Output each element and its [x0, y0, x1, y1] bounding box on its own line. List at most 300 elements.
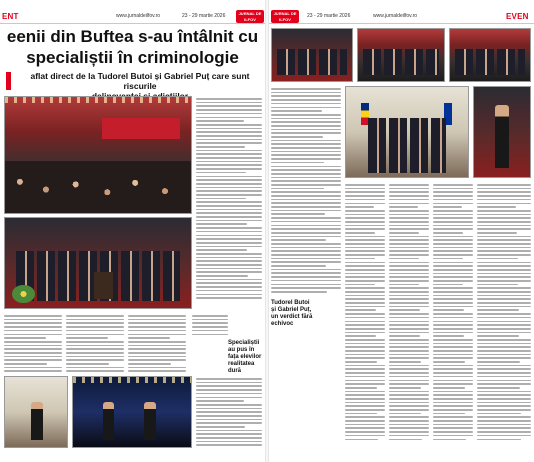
body-text-line — [345, 402, 385, 404]
right-crosshead-line-2: și Gabriel Puț, — [271, 307, 312, 313]
body-text-line — [433, 409, 473, 411]
body-text-line — [433, 206, 462, 208]
body-text-line — [477, 228, 531, 230]
body-text-line — [66, 319, 124, 321]
body-text-line — [345, 262, 385, 264]
body-text-line — [196, 408, 262, 410]
body-text-line — [433, 339, 473, 341]
body-text-line — [345, 387, 377, 389]
body-text-line — [4, 370, 62, 372]
body-text-line — [433, 265, 473, 267]
body-text-line — [196, 187, 262, 189]
body-text-line — [389, 350, 429, 352]
body-text-line — [345, 287, 385, 289]
body-text-line — [389, 247, 429, 249]
right-article-column-3 — [389, 182, 429, 448]
body-text-line — [345, 343, 385, 345]
right-crosshead-line-4: echivoc — [271, 321, 294, 327]
body-text-line — [345, 280, 385, 282]
body-text-line — [389, 431, 429, 433]
body-text-line — [128, 345, 186, 347]
body-text-line — [433, 416, 473, 418]
body-text-line — [389, 402, 429, 404]
body-text-line — [345, 365, 385, 367]
body-text-line — [433, 276, 473, 278]
body-text-line — [389, 439, 422, 441]
body-text-line — [389, 199, 429, 201]
body-text-line — [192, 322, 228, 324]
body-text-line — [389, 394, 429, 396]
body-text-line — [271, 129, 341, 131]
body-text-line — [433, 335, 464, 337]
body-text-line — [271, 121, 341, 123]
right-section-tag: EVEN — [506, 12, 529, 21]
body-text-line — [389, 372, 429, 374]
body-text-line — [433, 232, 463, 234]
body-text-line — [196, 393, 262, 395]
body-text-line — [271, 239, 326, 241]
body-text-line — [271, 221, 341, 223]
body-text-line — [196, 135, 262, 137]
body-text-line — [477, 435, 531, 437]
body-text-line — [433, 368, 473, 370]
body-text-line — [128, 367, 186, 369]
left-crosshead: Specialiștii au pus în fața elevilor realitatea dură — [228, 340, 262, 374]
body-text-line — [196, 194, 262, 196]
body-text-line — [433, 295, 473, 297]
body-text-line — [345, 309, 376, 311]
body-text-line — [477, 203, 531, 205]
body-text-line — [389, 380, 429, 382]
body-text-line — [433, 439, 466, 441]
body-text-line — [389, 273, 429, 275]
body-text-line — [477, 265, 531, 267]
body-text-line — [345, 439, 378, 441]
body-text-line — [196, 415, 262, 417]
body-text-line — [196, 190, 262, 192]
body-text-line — [196, 404, 262, 406]
body-text-line — [477, 191, 531, 193]
body-text-line — [477, 416, 531, 418]
body-text-line — [196, 242, 262, 244]
body-text-line — [433, 298, 473, 300]
body-text-line — [477, 427, 531, 429]
body-text-line — [433, 225, 473, 227]
body-text-line — [389, 321, 429, 323]
body-text-line — [345, 232, 375, 234]
body-text-line — [271, 206, 341, 208]
body-text-line — [66, 345, 124, 347]
body-text-line — [345, 284, 375, 286]
body-text-line — [345, 380, 385, 382]
body-text-line — [477, 225, 531, 227]
body-text-line — [271, 191, 341, 193]
body-text-line — [433, 273, 473, 275]
body-text-line — [345, 298, 385, 300]
body-text-line — [477, 206, 516, 208]
body-text-line — [271, 92, 341, 94]
body-text-line — [477, 291, 531, 293]
body-text-line — [192, 334, 228, 336]
body-text-line — [345, 228, 385, 230]
body-text-line — [477, 387, 520, 389]
body-text-line — [196, 397, 262, 399]
body-text-line — [345, 184, 385, 186]
body-text-line — [477, 398, 531, 400]
right-crosshead-line-1: Tudorel Butoi — [271, 300, 310, 306]
body-text-line — [477, 346, 531, 348]
body-text-line — [477, 287, 531, 289]
body-text-line — [271, 195, 341, 197]
body-text-line — [345, 247, 385, 249]
body-text-line — [128, 356, 186, 358]
body-text-line — [4, 337, 46, 339]
body-text-line — [196, 142, 262, 144]
body-text-line — [345, 317, 385, 319]
body-text-line — [389, 424, 429, 426]
body-text-line — [477, 250, 531, 252]
body-text-line — [477, 361, 520, 363]
body-text-line — [345, 368, 385, 370]
body-text-line — [433, 361, 465, 363]
body-text-line — [196, 220, 262, 222]
body-text-line — [271, 162, 324, 164]
body-text-line — [477, 405, 531, 407]
body-text-line — [271, 258, 341, 260]
body-text-line — [433, 239, 473, 241]
body-text-line — [433, 203, 473, 205]
body-text-line — [4, 315, 62, 317]
body-text-line — [389, 284, 419, 286]
body-text-line — [128, 363, 171, 365]
body-text-line — [477, 269, 531, 271]
body-text-line — [271, 243, 341, 245]
body-text-line — [345, 383, 385, 385]
body-text-line — [271, 169, 341, 171]
body-text-line — [66, 370, 124, 372]
body-text-line — [389, 324, 429, 326]
body-text-line — [196, 231, 262, 233]
body-text-line — [271, 261, 341, 263]
right-article-column-4 — [433, 182, 473, 448]
body-text-line — [345, 416, 385, 418]
body-text-line — [345, 254, 385, 256]
body-text-line — [477, 372, 531, 374]
body-text-line — [477, 306, 531, 308]
body-text-line — [196, 153, 262, 155]
body-text-line — [196, 444, 262, 446]
body-text-line — [196, 385, 262, 387]
body-text-line — [4, 367, 62, 369]
body-text-line — [389, 203, 429, 205]
body-text-line — [196, 249, 247, 251]
body-text-line — [128, 330, 186, 332]
body-text-line — [196, 260, 262, 262]
body-text-line — [345, 276, 385, 278]
body-text-line — [196, 382, 262, 384]
body-text-line — [271, 95, 341, 97]
body-text-line — [345, 291, 385, 293]
body-text-line — [389, 328, 429, 330]
body-text-line — [196, 441, 262, 443]
body-text-line — [433, 191, 473, 193]
body-text-line — [389, 332, 429, 334]
body-text-line — [389, 269, 429, 271]
body-text-line — [389, 391, 429, 393]
body-text-line — [271, 188, 324, 190]
body-text-line — [196, 223, 247, 225]
body-text-line — [477, 328, 531, 330]
body-text-line — [433, 262, 473, 264]
left-page — [0, 0, 265, 462]
body-text-line — [196, 212, 262, 214]
body-text-line — [345, 302, 385, 304]
body-text-line — [389, 361, 421, 363]
body-text-line — [389, 191, 429, 193]
body-text-line — [196, 201, 262, 203]
body-text-line — [4, 359, 62, 361]
body-text-line — [128, 337, 170, 339]
body-text-line — [196, 109, 262, 111]
body-text-line — [196, 290, 262, 292]
body-text-line — [345, 324, 385, 326]
body-text-line — [433, 250, 473, 252]
body-text-line — [196, 286, 262, 288]
body-text-line — [345, 339, 385, 341]
body-text-line — [389, 243, 429, 245]
body-text-line — [4, 363, 47, 365]
body-text-line — [66, 363, 109, 365]
body-text-line — [389, 339, 429, 341]
body-text-line — [477, 184, 531, 186]
body-text-line — [4, 356, 62, 358]
body-text-line — [433, 346, 473, 348]
body-text-line — [4, 345, 62, 347]
body-text-line — [345, 376, 385, 378]
body-text-line — [128, 315, 186, 317]
body-text-line — [271, 213, 325, 215]
body-text-line — [196, 275, 248, 277]
body-text-line — [345, 210, 385, 212]
body-text-line — [477, 295, 531, 297]
body-text-line — [433, 188, 473, 190]
body-text-line — [477, 247, 531, 249]
body-text-line — [389, 250, 429, 252]
body-text-line — [389, 280, 429, 282]
body-text-line — [66, 341, 124, 343]
body-text-line — [477, 365, 531, 367]
body-text-line — [477, 335, 519, 337]
auditorium-photo — [4, 96, 192, 214]
body-text-line — [477, 321, 531, 323]
body-text-line — [389, 420, 429, 422]
body-text-line — [192, 326, 228, 328]
body-text-line — [433, 328, 473, 330]
body-text-line — [196, 279, 262, 281]
body-text-line — [271, 202, 341, 204]
body-text-line — [389, 302, 429, 304]
body-text-line — [66, 348, 124, 350]
right-logo: JURNAL DE ILFOV — [271, 10, 299, 23]
body-text-line — [389, 354, 429, 356]
left-section-tag: ENT — [2, 12, 19, 21]
body-text-line — [196, 426, 245, 428]
body-text-line — [477, 317, 531, 319]
body-text-line — [196, 113, 262, 115]
body-text-line — [271, 147, 341, 149]
body-text-line — [196, 238, 262, 240]
body-text-line — [433, 302, 473, 304]
body-text-line — [433, 424, 473, 426]
body-text-line — [477, 424, 531, 426]
body-text-line — [433, 199, 473, 201]
body-text-line — [345, 188, 385, 190]
body-text-line — [66, 315, 124, 317]
body-text-line — [477, 221, 531, 223]
body-text-line — [477, 214, 531, 216]
body-text-line — [271, 151, 341, 153]
body-text-line — [345, 391, 385, 393]
body-text-line — [433, 236, 473, 238]
body-text-line — [345, 398, 385, 400]
body-text-line — [433, 383, 473, 385]
body-text-line — [66, 359, 124, 361]
body-text-line — [477, 354, 531, 356]
body-text-line — [433, 210, 473, 212]
right-article-column-5 — [477, 182, 531, 448]
concert-photo — [72, 376, 192, 448]
body-text-line — [271, 250, 341, 252]
body-text-line — [196, 271, 262, 273]
body-text-line — [196, 164, 262, 166]
body-text-line — [389, 313, 429, 315]
body-text-line — [433, 420, 473, 422]
body-text-line — [4, 334, 62, 336]
body-text-line — [271, 265, 326, 267]
body-text-line — [271, 269, 341, 271]
body-text-line — [477, 280, 531, 282]
body-text-line — [345, 236, 385, 238]
body-text-line — [477, 357, 531, 359]
body-text-line — [477, 273, 531, 275]
body-text-line — [389, 295, 429, 297]
body-text-line — [66, 337, 108, 339]
body-text-line — [271, 180, 341, 182]
body-text-line — [433, 287, 473, 289]
body-text-line — [477, 243, 531, 245]
body-text-line — [389, 265, 429, 267]
body-text-line — [196, 102, 262, 104]
body-text-line — [477, 262, 531, 264]
body-text-line — [477, 298, 531, 300]
body-text-line — [271, 254, 341, 256]
body-text-line — [433, 354, 473, 356]
right-page — [269, 0, 534, 462]
body-text-line — [271, 166, 341, 168]
body-text-line — [271, 154, 341, 156]
body-text-line — [477, 199, 531, 201]
body-text-line — [345, 243, 385, 245]
body-text-line — [433, 350, 473, 352]
body-text-line — [271, 199, 341, 201]
body-text-line — [271, 236, 341, 238]
body-text-line — [271, 136, 323, 138]
body-text-line — [271, 110, 322, 112]
body-text-line — [433, 391, 473, 393]
body-text-line — [477, 188, 531, 190]
body-text-line — [196, 430, 262, 432]
body-text-line — [196, 205, 262, 207]
body-text-line — [389, 346, 429, 348]
body-text-line — [389, 306, 429, 308]
body-text-line — [196, 124, 262, 126]
body-text-line — [389, 276, 429, 278]
body-text-line — [196, 183, 262, 185]
body-text-line — [128, 322, 186, 324]
body-text-line — [477, 420, 531, 422]
body-text-line — [477, 409, 531, 411]
body-text-line — [345, 431, 385, 433]
article-column-2 — [66, 313, 124, 373]
body-text-line — [196, 209, 262, 211]
body-text-line — [389, 416, 429, 418]
body-text-line — [433, 398, 473, 400]
body-text-line — [389, 206, 418, 208]
body-text-line — [196, 128, 262, 130]
body-text-line — [271, 140, 341, 142]
body-text-line — [345, 409, 385, 411]
body-text-line — [128, 370, 186, 372]
body-text-line — [345, 335, 376, 337]
body-text-line — [433, 306, 473, 308]
body-text-line — [345, 199, 385, 201]
body-text-line — [196, 179, 262, 181]
body-text-line — [477, 276, 531, 278]
left-header-bar — [0, 12, 265, 24]
right-header-bar — [269, 12, 534, 24]
body-text-line — [477, 394, 531, 396]
body-text-line — [389, 254, 429, 256]
body-text-line — [389, 210, 429, 212]
top-photo-3 — [449, 28, 531, 82]
body-text-line — [4, 348, 62, 350]
body-text-line — [433, 291, 473, 293]
body-text-line — [389, 287, 429, 289]
body-text-line — [477, 195, 531, 197]
body-text-line — [389, 195, 429, 197]
body-text-line — [389, 365, 429, 367]
body-text-line — [192, 319, 228, 321]
body-text-line — [128, 319, 186, 321]
body-text-line — [389, 298, 429, 300]
headline-line-1: eenii din Buftea s-au întâlnit cu — [6, 27, 259, 46]
body-text-line — [477, 324, 531, 326]
body-text-line — [433, 380, 473, 382]
body-text-line — [271, 132, 341, 134]
body-text-line — [128, 334, 186, 336]
body-text-line — [271, 177, 341, 179]
body-text-line — [196, 433, 262, 435]
article-column-3 — [128, 313, 186, 373]
body-text-line — [345, 273, 385, 275]
article-column-1 — [4, 313, 62, 373]
body-text-line — [389, 435, 429, 437]
body-text-line — [389, 383, 429, 385]
body-text-line — [433, 309, 464, 311]
right-article-column-2 — [345, 182, 385, 448]
body-text-line — [196, 168, 262, 170]
body-text-line — [345, 258, 375, 260]
